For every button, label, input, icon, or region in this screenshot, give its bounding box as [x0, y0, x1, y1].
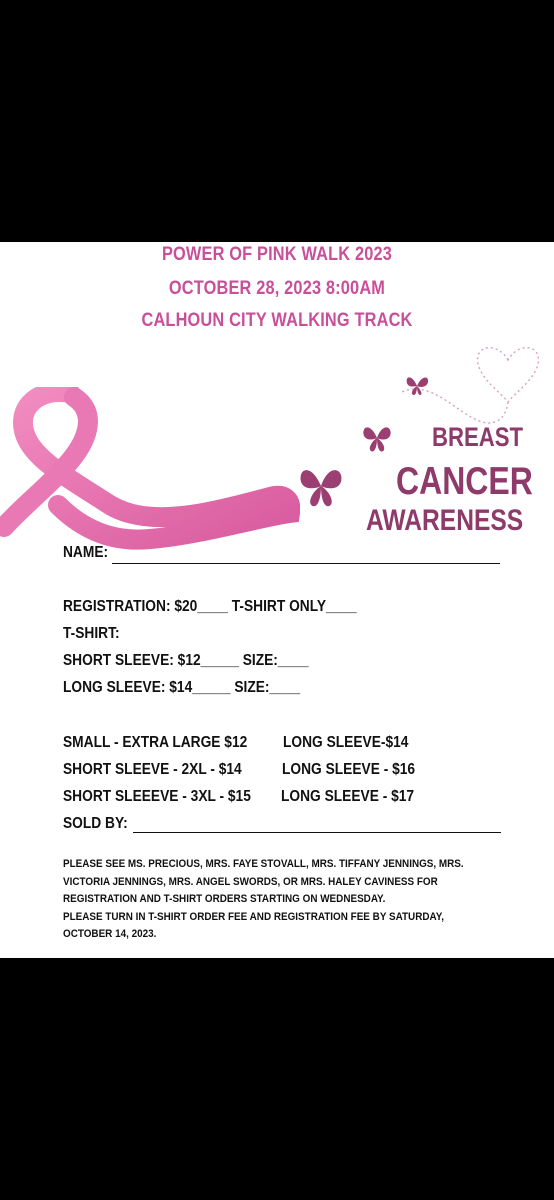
awareness-line-breast: BREAST — [432, 422, 524, 452]
butterfly-small-icon — [404, 372, 430, 398]
butterfly-large-icon — [294, 462, 348, 510]
note-line-2: VICTORIA JENNINGS, MRS. ANGEL SWORDS, OR MRS. HALEY CAVINESS FOR — [63, 875, 438, 888]
note-line-3: REGISTRATION AND T-SHIRT ORDERS STARTING ON WEDNESDAY. — [63, 893, 386, 905]
sold-by-field[interactable] — [133, 832, 501, 833]
tshirt-label: T-SHIRT: — [63, 625, 120, 642]
awareness-line-cancer: CANCER — [396, 460, 533, 503]
price-right-1: LONG SLEEVE-$14 — [283, 734, 409, 751]
event-location: CALHOUN CITY WALKING TRACK — [141, 310, 413, 331]
long-sleeve-line: LONG SLEEVE: $14_____ SIZE:____ — [63, 679, 301, 696]
event-date-time: OCTOBER 28, 2023 8:00AM — [168, 278, 386, 299]
event-title: POWER OF PINK WALK 2023 — [161, 244, 393, 265]
note-line-4: PLEASE TURN IN T-SHIRT ORDER FEE AND REGISTRATION FEE BY SATURDAY, — [63, 910, 445, 923]
note-line-1: PLEASE SEE MS. PRECIOUS, MRS. FAYE STOVALL, MRS. TIFFANY JENNINGS, MRS. — [63, 858, 464, 870]
name-label: NAME: — [63, 544, 109, 561]
price-left-3: SHORT SLEEEVE - 3XL - $15 — [63, 788, 251, 805]
price-left-1: SMALL - EXTRA LARGE $12 — [63, 734, 248, 751]
note-line-5: OCTOBER 14, 2023. — [63, 928, 157, 940]
butterfly-medium-icon — [360, 422, 394, 454]
price-left-2: SHORT SLEEVE - 2XL - $14 — [63, 761, 242, 778]
short-sleeve-line: SHORT SLEEVE: $12_____ SIZE:____ — [63, 652, 309, 669]
flyer — [0, 242, 554, 958]
awareness-line-awareness: AWARENESS — [366, 504, 524, 537]
name-field[interactable] — [112, 563, 500, 564]
price-right-3: LONG SLEEVE - $17 — [281, 788, 415, 805]
registration-line: REGISTRATION: $20____ T-SHIRT ONLY____ — [63, 598, 357, 615]
sold-by-label: SOLD BY: — [63, 815, 128, 832]
price-right-2: LONG SLEEVE - $16 — [282, 761, 416, 778]
pink-ribbon-icon — [0, 387, 300, 562]
